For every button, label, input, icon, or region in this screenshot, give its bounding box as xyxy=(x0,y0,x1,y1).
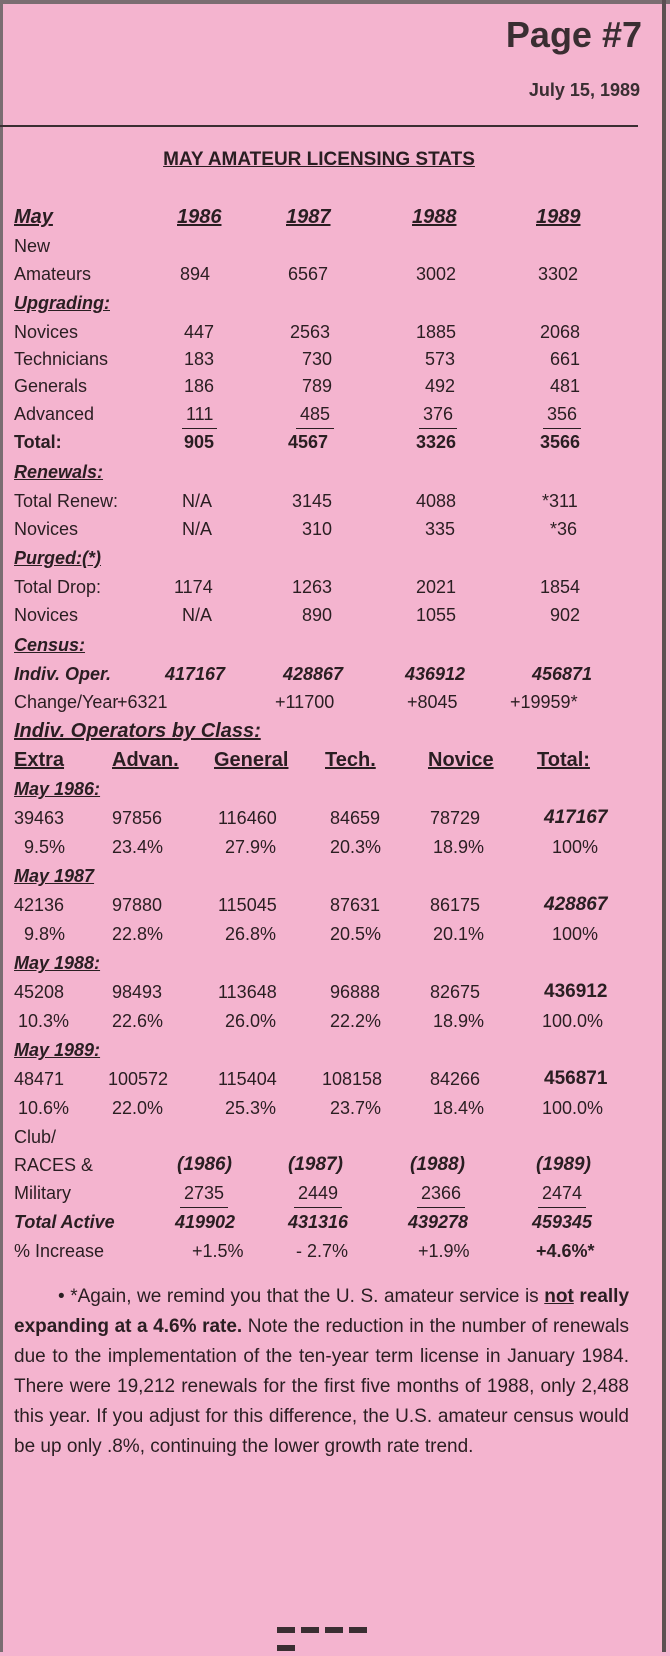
table-row xyxy=(0,345,640,375)
cell: 1854 xyxy=(540,577,581,597)
cell: 2068 xyxy=(540,322,581,342)
cell: 356 xyxy=(543,400,581,429)
col-total: Total: xyxy=(537,749,590,771)
cell: 1885 xyxy=(416,322,457,342)
row-label: Novices xyxy=(14,519,79,539)
cell: 18.4% xyxy=(433,1098,485,1118)
cell: 730 xyxy=(302,349,333,369)
cell: N/A xyxy=(182,519,213,539)
cell: 436912 xyxy=(405,664,466,684)
cell: 78729 xyxy=(430,808,481,828)
article-title: MAY AMATEUR LICENSING STATS xyxy=(163,149,475,170)
class-counts-row xyxy=(0,804,640,834)
cell: 890 xyxy=(302,605,333,625)
cell: 2021 xyxy=(416,577,457,597)
class-pcts-row xyxy=(0,833,640,863)
table-row xyxy=(0,487,640,517)
cell: 82675 xyxy=(430,982,481,1002)
cell: 789 xyxy=(302,376,333,396)
cell: 436912 xyxy=(544,981,608,1002)
row-label: Total Drop: xyxy=(14,577,102,597)
cell: 115045 xyxy=(218,895,277,915)
class-pcts-row xyxy=(0,920,640,950)
cell: 84266 xyxy=(430,1069,481,1089)
cell: 3145 xyxy=(292,491,333,511)
cell: 431316 xyxy=(288,1212,349,1232)
year-heading: May 1989: xyxy=(14,1040,101,1060)
cell: 1174 xyxy=(174,577,213,597)
new-amateurs-row xyxy=(0,260,640,290)
table-row xyxy=(0,372,640,402)
upgrading-heading: Upgrading: xyxy=(14,293,110,313)
cell: 2449 xyxy=(294,1179,342,1208)
issue-date: July 15, 1989 xyxy=(528,80,640,100)
cell: 2366 xyxy=(417,1179,465,1208)
military-row xyxy=(0,1179,640,1209)
cell: 84659 xyxy=(330,808,381,828)
section-end-dashes xyxy=(277,1620,393,1626)
cell: 417167 xyxy=(165,664,226,684)
indiv-oper-row xyxy=(0,660,640,690)
cell: 98493 xyxy=(112,982,163,1002)
cell: 27.9% xyxy=(225,837,277,857)
cell: 10.3% xyxy=(18,1011,70,1031)
col-extra: Extra xyxy=(14,749,65,771)
cell: 2474 xyxy=(538,1179,586,1208)
row-label: Indiv. Oper. xyxy=(14,664,112,684)
cell: 419902 xyxy=(175,1212,236,1232)
year-1989-heading: 1989 xyxy=(536,206,581,228)
cell: 25.3% xyxy=(225,1098,277,1118)
cell: 428867 xyxy=(544,894,608,915)
frame-border-right xyxy=(662,0,666,1652)
row-label: Total: xyxy=(14,432,62,452)
class-header-row xyxy=(0,746,640,776)
new-amateurs-label-row xyxy=(0,232,640,262)
page-number: Page #7 xyxy=(505,14,642,55)
cell: 9.5% xyxy=(24,837,66,857)
row-label: Novices xyxy=(14,605,79,625)
header-rule xyxy=(0,125,638,127)
cell: 4088 xyxy=(416,491,457,511)
col-advanced: Advan. xyxy=(112,749,179,771)
cell: *311 xyxy=(542,491,578,511)
col-general: General xyxy=(214,749,289,771)
year-1986-heading: 1986 xyxy=(177,206,222,228)
cell: 428867 xyxy=(283,664,344,684)
cell: 22.2% xyxy=(330,1011,382,1031)
note-emphasis-rate: really expanding at a 4.6% rate. xyxy=(14,1286,630,1337)
cell: 902 xyxy=(550,605,581,625)
cell: 18.9% xyxy=(433,1011,485,1031)
class-pcts-row xyxy=(0,1007,640,1037)
cell: +11700 xyxy=(275,692,335,712)
cell: 100.0% xyxy=(542,1098,604,1118)
note-emphasis-not: not xyxy=(544,1286,574,1307)
class-counts-row xyxy=(0,1065,640,1095)
cell: 417167 xyxy=(544,807,608,828)
cell: 26.0% xyxy=(225,1011,277,1031)
col-tech: Tech. xyxy=(325,749,376,771)
cell: 20.5% xyxy=(330,924,382,944)
year-1988-heading: 1988 xyxy=(412,206,457,228)
cell: 23.7% xyxy=(330,1098,382,1118)
amateurs-label: Amateurs xyxy=(14,264,92,284)
cell: 22.6% xyxy=(112,1011,164,1031)
cell: 26.8% xyxy=(225,924,277,944)
cell: 4567 xyxy=(288,432,329,452)
cell: 108158 xyxy=(322,1069,383,1089)
cell: 116460 xyxy=(218,808,277,828)
cell: 100.0% xyxy=(542,1011,604,1031)
cell: 456871 xyxy=(544,1068,608,1089)
cell: 894 xyxy=(180,264,211,284)
cell: 3326 xyxy=(416,432,457,452)
commentary-paragraph xyxy=(14,1282,629,1462)
cell: 905 xyxy=(184,432,215,452)
row-label: Total Renew: xyxy=(14,491,119,511)
cell: 97856 xyxy=(112,808,163,828)
cell: 183 xyxy=(184,349,215,369)
cell: +1.9% xyxy=(418,1241,470,1261)
cell: 459345 xyxy=(532,1212,593,1232)
cell: 1055 xyxy=(416,605,457,625)
races-label: RACES & xyxy=(14,1155,94,1175)
cell: 3566 xyxy=(540,432,581,452)
cell: 492 xyxy=(425,376,456,396)
row-label: Generals xyxy=(14,376,88,396)
year-header-row xyxy=(0,203,640,233)
row-label: Advanced xyxy=(14,404,95,424)
cell: +4.6%* xyxy=(536,1241,595,1261)
cell: 111 xyxy=(182,400,217,429)
cell: 87631 xyxy=(330,895,381,915)
table-row xyxy=(0,601,640,631)
cell: +8045 xyxy=(407,692,458,712)
cell: 42136 xyxy=(14,895,65,915)
row-label: % Increase xyxy=(14,1241,105,1261)
year-heading: May 1987 xyxy=(14,866,95,886)
cell: 186 xyxy=(184,376,215,396)
cell: 18.9% xyxy=(433,837,485,857)
table-row xyxy=(0,318,640,348)
renewals-heading: Renewals: xyxy=(14,462,104,482)
cell: (1987) xyxy=(288,1154,343,1175)
cell: 97880 xyxy=(112,895,163,915)
cell: N/A xyxy=(182,605,213,625)
table-row xyxy=(0,573,640,603)
row-label: Technicians xyxy=(14,349,109,369)
row-label: Novices xyxy=(14,322,79,342)
cell: 661 xyxy=(550,349,581,369)
cell: 3302 xyxy=(538,264,579,284)
cell: 1263 xyxy=(292,577,333,597)
cell: 48471 xyxy=(14,1069,65,1089)
cell: 115404 xyxy=(218,1069,277,1089)
cell: 9.8% xyxy=(24,924,66,944)
table-row xyxy=(0,515,640,545)
cell: 100572 xyxy=(108,1069,169,1089)
table-row xyxy=(0,400,640,430)
year-1987-heading: 1987 xyxy=(286,206,331,228)
cell: 439278 xyxy=(408,1212,469,1232)
census-heading: Census: xyxy=(14,635,86,655)
year-heading: May 1986: xyxy=(14,779,101,799)
cell: - 2.7% xyxy=(296,1241,349,1261)
class-pcts-row xyxy=(0,1094,640,1124)
club-label-row xyxy=(0,1123,640,1153)
cell: 481 xyxy=(550,376,581,396)
cell: 39463 xyxy=(14,808,65,828)
cell: (1988) xyxy=(410,1154,465,1175)
races-row xyxy=(0,1151,640,1181)
cell: 2563 xyxy=(290,322,331,342)
cell: 113648 xyxy=(218,982,277,1002)
cell: 100% xyxy=(552,924,599,944)
cell: +6321 xyxy=(117,692,168,712)
cell: 2735 xyxy=(180,1179,228,1208)
purged-heading: Purged:(*) xyxy=(14,548,101,568)
change-year-row xyxy=(0,688,640,718)
cell: 335 xyxy=(425,519,456,539)
month-heading: May xyxy=(14,206,53,228)
cell: 485 xyxy=(296,400,334,429)
cell: (1986) xyxy=(177,1154,232,1175)
cell: 3002 xyxy=(416,264,457,284)
cell: 573 xyxy=(425,349,456,369)
cell: +19959* xyxy=(510,692,578,712)
cell: 456871 xyxy=(532,664,593,684)
cell: 100% xyxy=(552,837,599,857)
upgrading-total-row xyxy=(0,428,640,458)
frame-border-top xyxy=(0,0,670,4)
cell: 10.6% xyxy=(18,1098,70,1118)
year-heading: May 1988: xyxy=(14,953,101,973)
cell: 22.8% xyxy=(112,924,164,944)
cell: 447 xyxy=(184,322,215,342)
row-label: Change/Year xyxy=(14,692,119,712)
total-active-row xyxy=(0,1208,640,1238)
cell: 20.1% xyxy=(433,924,485,944)
row-label: Total Active xyxy=(14,1212,115,1232)
by-class-heading: Indiv. Operators by Class: xyxy=(14,720,261,742)
cell: 310 xyxy=(302,519,333,539)
bullet: • xyxy=(58,1286,65,1307)
military-label: Military xyxy=(14,1183,71,1203)
class-counts-row xyxy=(0,891,640,921)
cell: 23.4% xyxy=(112,837,164,857)
class-counts-row xyxy=(0,978,640,1008)
increase-row xyxy=(0,1237,640,1267)
note-body: Note the reduction in the number of renewals due to the implementation of the ten-year term license in January 1984. There were 19,212 renewals for the first five months of 1988, only 2,488 this year. If you adjust for this difference, the U.S. amateur census would be up only .8%, continuing the lower growth rate trend. xyxy=(14,1316,629,1457)
note-sentence-1: *Again, we remind you that the U. S. amateur service is xyxy=(70,1286,539,1307)
col-novice: Novice xyxy=(428,749,494,771)
cell: 376 xyxy=(419,400,457,429)
cell: 45208 xyxy=(14,982,65,1002)
cell: 6567 xyxy=(288,264,329,284)
new-label: New xyxy=(14,236,51,256)
cell: 22.0% xyxy=(112,1098,164,1118)
cell: 86175 xyxy=(430,895,481,915)
cell: (1989) xyxy=(536,1154,591,1175)
cell: 96888 xyxy=(330,982,381,1002)
club-label: Club/ xyxy=(14,1127,57,1147)
cell: *36 xyxy=(550,519,578,539)
cell: N/A xyxy=(182,491,213,511)
cell: +1.5% xyxy=(192,1241,244,1261)
cell: 20.3% xyxy=(330,837,382,857)
